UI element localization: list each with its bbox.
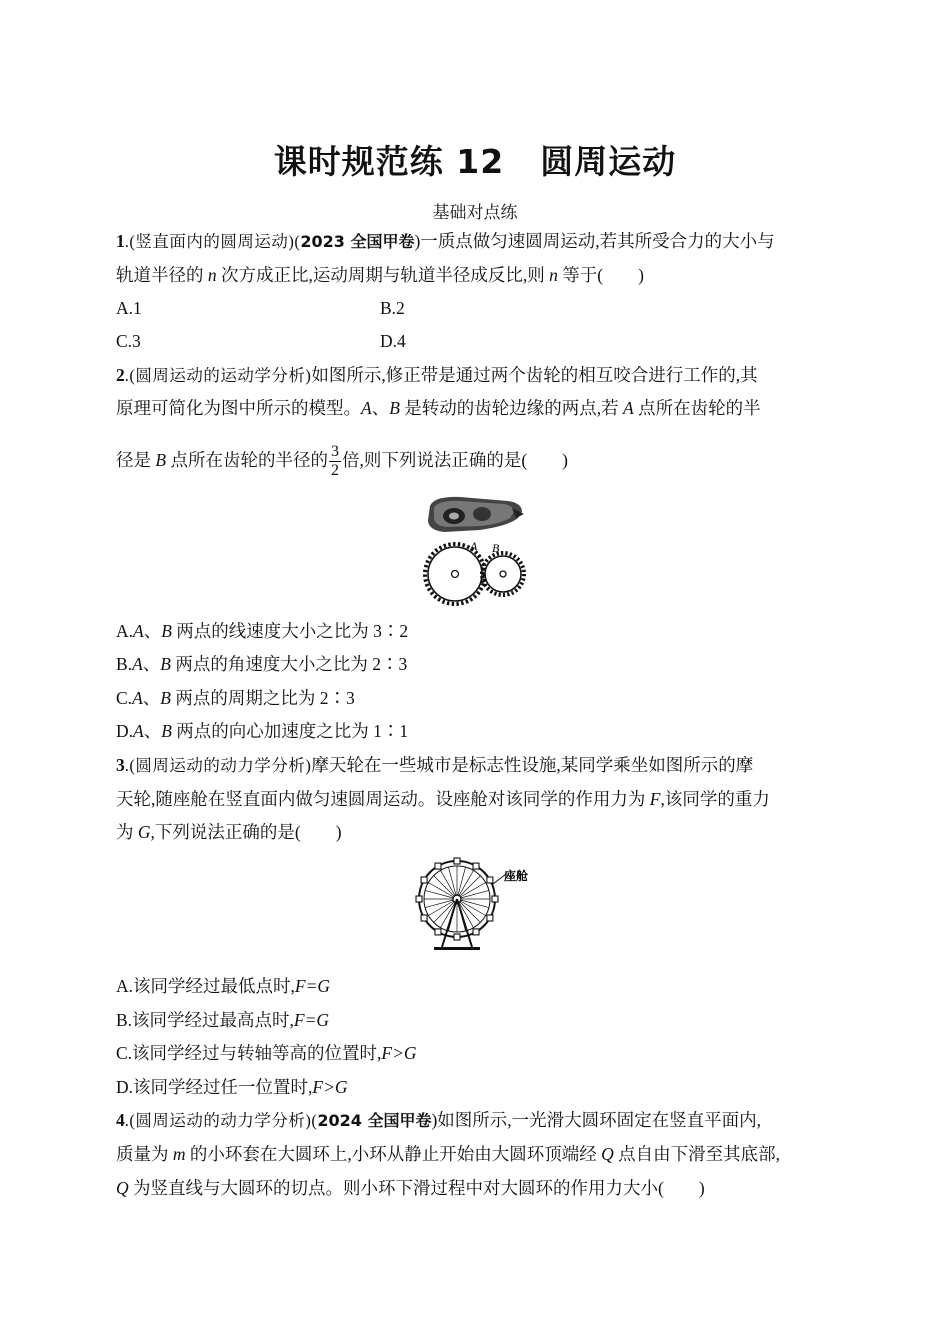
label-point-b: B — [492, 541, 500, 555]
q3-option-b — [116, 1009, 329, 1031]
q2-stem-text: 倍,则下列说法正确的是( ) — [341, 450, 568, 470]
option-text: 两点的线速度大小之比为 3∶2 — [171, 621, 409, 641]
separator: 、 — [143, 621, 162, 641]
q2-option-d — [116, 720, 408, 742]
q2-option-b — [116, 653, 407, 675]
q1-options-row-1 — [116, 297, 405, 319]
option-text: C.该同学经过与转轴等高的位置时, — [116, 1043, 382, 1063]
q4-line-3 — [116, 1177, 705, 1199]
q3-stem-text: 天轮,随座舱在竖直面内做匀速圆周运动。设座舱对该同学的作用力为 — [116, 789, 650, 809]
q4-line-2 — [116, 1143, 780, 1165]
q4-source: 2024 全国甲卷 — [317, 1111, 432, 1130]
q3-stem-text: 摩天轮在一些城市是标志性设施,某同学乘坐如图所示的摩 — [311, 755, 754, 775]
correction-tape-photo — [428, 497, 524, 532]
option-prefix: B. — [116, 654, 133, 674]
var-a: A — [361, 398, 372, 418]
var-b: B — [161, 721, 172, 741]
option-text: B.该同学经过最高点时, — [116, 1010, 294, 1030]
option-prefix: C. — [116, 688, 133, 708]
wheel-cabin — [487, 877, 493, 883]
q2-option-a — [116, 620, 408, 642]
option-text: 两点的角速度大小之比为 2∶3 — [170, 654, 408, 674]
q3-option-d — [116, 1076, 348, 1098]
separator: 、 — [142, 654, 161, 674]
wheel-cabin — [473, 929, 479, 935]
q1-stem-text: 等于( ) — [557, 265, 644, 285]
q4-stem-text: 质量为 — [116, 1144, 173, 1164]
q3-stem-text: 为 — [116, 822, 138, 842]
q1-stem-text: )一质点做匀速圆周运动,若其所受合力的大小与 — [414, 231, 775, 251]
gear-figure — [420, 492, 530, 608]
q1-options-row-2 — [116, 330, 406, 352]
q1-option-c: C.3 — [116, 331, 141, 351]
q1-stem-text: 轨道半径的 — [116, 265, 208, 285]
fraction-numerator: 3 — [330, 443, 339, 461]
q3-line-3 — [116, 821, 342, 843]
q1-source: 2023 全国甲卷 — [300, 232, 415, 251]
var-q: Q — [601, 1144, 614, 1164]
wheel-cabin — [416, 896, 422, 902]
var-b: B — [161, 621, 172, 641]
option-text: D.该同学经过任一位置时, — [116, 1077, 313, 1097]
q1-stem-text: 次方成正比,运动周期与轨道半径成反比,则 — [216, 265, 550, 285]
fraction-denominator: 2 — [330, 462, 339, 480]
var-a: A — [132, 688, 143, 708]
q3-number: 3 — [116, 755, 125, 775]
wheel-spoke — [448, 867, 457, 899]
separator: 、 — [142, 688, 161, 708]
q3-stem-text: ,该同学的重力 — [660, 789, 770, 809]
option-text: A.该同学经过最低点时, — [116, 976, 295, 996]
q2-stem-text: 、 — [371, 398, 390, 418]
wheel-cabin — [487, 915, 493, 921]
title-topic: 圆周运动 — [540, 142, 677, 181]
option-relation: F>G — [381, 1043, 417, 1063]
wheel-spoke — [425, 890, 457, 899]
wheel-cabin — [492, 896, 498, 902]
q1-option-b: B.2 — [380, 298, 405, 318]
gear-small — [482, 553, 524, 595]
var-a: A — [133, 721, 144, 741]
title-main: 课时规范练 12 — [273, 142, 505, 181]
q3-option-c — [116, 1042, 417, 1064]
q3-line-1 — [116, 754, 753, 777]
var-n: n — [207, 265, 217, 285]
option-text: 两点的向心加速度之比为 1∶1 — [171, 721, 409, 741]
wheel-cabin — [473, 863, 479, 869]
page-title — [0, 136, 950, 183]
option-relation: F=G — [294, 976, 331, 996]
var-a: A — [623, 398, 634, 418]
fraction-three-halves — [329, 443, 341, 480]
section-heading: 基础对点练 — [432, 203, 518, 223]
wheel-spoke — [457, 890, 489, 899]
var-a: A — [133, 621, 144, 641]
q4-number: 4 — [116, 1110, 125, 1130]
q1-line-2 — [116, 264, 644, 286]
q2-line-2 — [116, 397, 761, 419]
q4-stem-text: 的小环套在大圆环上,小环从静止开始由大圆环顶端经 — [185, 1144, 602, 1164]
q2-topic-tag: .(圆周运动的运动学分析) — [124, 366, 312, 385]
wheel-cabin — [435, 863, 441, 869]
q4-topic-tag: .(圆周运动的动力学分析)( — [124, 1111, 318, 1130]
q3-line-2 — [116, 788, 770, 810]
wheel-cabin — [454, 934, 460, 940]
wheel-cabin — [421, 915, 427, 921]
wheel-spoke — [425, 899, 457, 908]
cabin-label: 座舱 — [504, 869, 529, 883]
var-b: B — [389, 398, 400, 418]
var-f: F — [649, 789, 661, 809]
q2-stem-text: 是转动的齿轮边缘的两点,若 — [399, 398, 624, 418]
q3-option-a — [116, 975, 330, 997]
q1-option-a: A.1 — [116, 298, 142, 318]
separator: 、 — [143, 721, 162, 741]
var-n: n — [549, 265, 558, 285]
q2-line-1 — [116, 364, 758, 387]
gear-large — [425, 544, 485, 604]
label-point-a: A — [470, 539, 478, 553]
var-g: G — [137, 822, 151, 842]
var-b: B — [155, 450, 167, 470]
wheel-cabin — [435, 929, 441, 935]
wheel-cabin — [421, 877, 427, 883]
ferris-wheel-figure — [412, 854, 542, 954]
option-relation: F=G — [293, 1010, 330, 1030]
q2-option-c — [116, 687, 355, 709]
option-relation: F>G — [312, 1077, 348, 1097]
wheel-cabin — [454, 858, 460, 864]
q2-stem-text: 径是 — [116, 450, 156, 470]
q2-stem-text: 点所在齿轮的半 — [633, 398, 761, 418]
q1-option-d: D.4 — [380, 331, 406, 351]
q3-topic-tag: .(圆周运动的动力学分析) — [124, 756, 312, 775]
q2-line-3 — [116, 440, 568, 480]
q3-stem-text: ,下列说法正确的是( ) — [150, 822, 342, 842]
ferris-wheel — [416, 858, 506, 950]
q1-line-1 — [116, 230, 775, 253]
q2-number: 2 — [116, 365, 125, 385]
q1-topic-tag: .(竖直面内的圆周运动)( — [124, 232, 301, 251]
var-m: m — [172, 1144, 186, 1164]
wheel-spoke — [457, 899, 489, 908]
q2-stem-text: 点所在齿轮的半径的 — [166, 450, 328, 470]
option-text: 两点的周期之比为 2∶3 — [170, 688, 355, 708]
q2-stem-text: 如图所示,修正带是通过两个齿轮的相互咬合进行工作的,其 — [311, 365, 758, 385]
var-b: B — [160, 654, 171, 674]
var-q: Q — [116, 1178, 129, 1198]
option-prefix: A. — [116, 621, 134, 641]
var-b: B — [160, 688, 171, 708]
wheel-spoke — [457, 867, 466, 899]
q4-stem-text: 为竖直线与大圆环的切点。则小环下滑过程中对大圆环的作用力大小( ) — [128, 1178, 705, 1198]
var-a: A — [132, 654, 143, 674]
q2-stem-text: 原理可简化为图中所示的模型。 — [116, 398, 361, 418]
q4-stem-text: 点自由下滑至其底部, — [613, 1144, 781, 1164]
q4-stem-text: )如图所示,一光滑大圆环固定在竖直平面内, — [431, 1110, 762, 1130]
option-prefix: D. — [116, 721, 134, 741]
q4-line-1 — [116, 1109, 761, 1132]
q1-number: 1 — [116, 231, 125, 251]
